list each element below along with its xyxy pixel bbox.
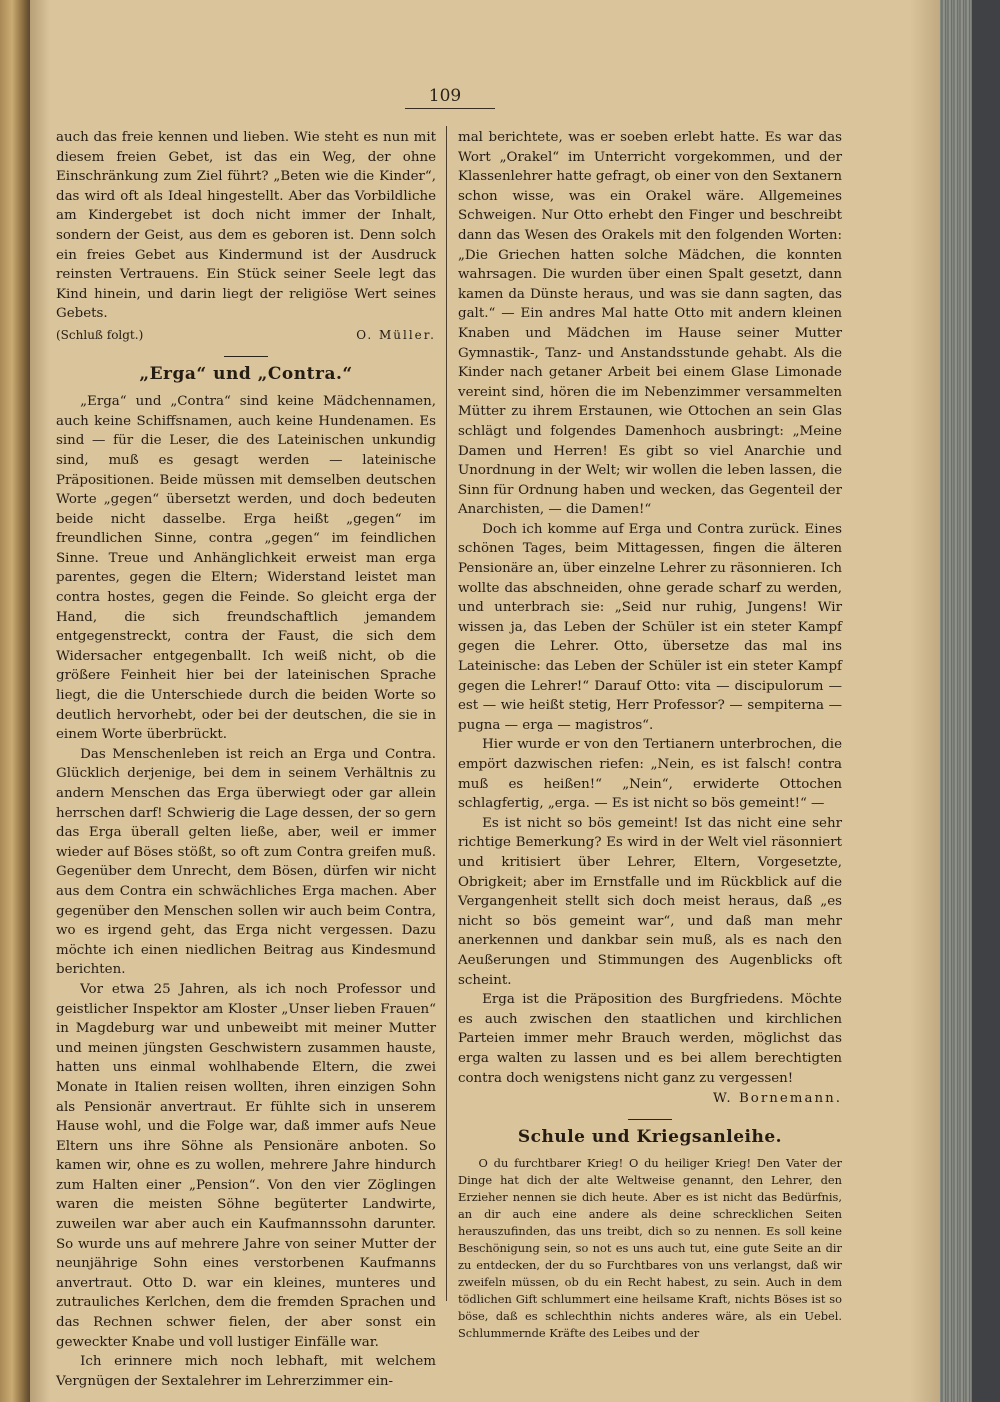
paragraph: Hier wurde er von den Tertianern unterbrochen, die empört dazwischen riefen: „Nein, es ist falsch! contra muß es heißen!“ „Nein“, erwiderte Ottochen schlagfertig, „erga. — Es ist nicht so bös gemeint!“ — bbox=[458, 737, 842, 812]
paragraph: Doch ich komme auf Erga und Contra zurück. Eines schönen Tages, beim Mittagessen, fingen die älteren Pensionäre an, über einzelne Lehrer zu räsonnieren. Ich wollte das abschneiden, ohne gerade scharf zu werden, und unterbrach sie: „Seid nur ruhig, Jungens! Wir wissen ja, das Leben der Schüler ist ein steter Kampf gegen die Lehrer. Otto, übersetze das mal ins Lateinische: das Leben der Schüler ist ein steter Kampf gegen die Lehrer!“ Darauf Otto: vita — discipulorum — est — wie heißt stetig, Herr Professor? — sempiterna — pugna — erga — magistros“. bbox=[458, 521, 842, 733]
article-heading: Schule und Kriegsanleihe. bbox=[517, 1126, 783, 1147]
paragraph: mal berichtete, was er soeben erlebt hatte. Es war das Wort „Orakel“ im Unterricht vorgekommen, und der Klassenlehrer hatte gefragt, ob einer von den Sextanern schon wisse, was ein Orakel wäre. Allgemeines Schweigen. Nur Otto erhebt den Finger und beschreibt dann das Wesen des Orakels mit den folgenden Worten: „Die Griechen hatten solche Mädchen, die konnten wahrsagen. Die wurden über einen Spalt gesetzt, dann kamen da Dünste heraus, und was sie dann sagten, das galt.“ — Ein andres Mal hatte Otto mit andern kleinen Knaben und Mädchen im Hause seiner Mutter Gymnastik-, Tanz- und Anstandsstunde gehabt. Als die Kinder nach getaner Arbeit bei einem Glase Limonade vereint sind, hören die im Nebenzimmer versammelten Mütter zu ihrem Erstaunen, wie Ottochen an sein Glas schlägt und folgendes Damenhoch ausbringt: „Meine Damen und Herren! Es gibt so viel Anarchie und Unordnung in der Welt; wir wollen die leben lassen, die Sinn für Ordnung haben und wecken, das Gegenteil der Anarchisten, — die Damen!“ bbox=[458, 130, 843, 518]
right-column bbox=[458, 128, 842, 1342]
paragraph: Ich erinnere mich noch lebhaft, mit welchem Vergnügen der Sextalehrer im Lehrerzimmer ein- bbox=[56, 1354, 436, 1389]
paragraph: Es ist nicht so bös gemeint! Ist das nicht eine sehr richtige Bemerkung? Es wird in der Welt viel räsonniert und kritisiert über Lehrer, Eltern, Vorgesetzte, Obrigkeit; aber im Ernstfalle und im Rückblick auf die Vergangenheit stellt sich doch meist heraus, daß „es nicht so bös gemeint war“, und daß man mehr anerkennen und dankbar sein muß, als es nach den Aeußerungen und Stimmungen des Augenblicks oft scheint. bbox=[458, 815, 842, 988]
paragraph: Vor etwa 25 Jahren, als ich noch Professor und geistlicher Inspektor am Kloster „Unser lieben Frauen“ in Magdeburg war und unbeweibt mit meiner Mutter und meinen jüngsten Geschwistern zusammen hauste, hatten uns einmal wohlhabende Eltern, die zwei Monate in Italien reisen wollten, ihren einzigen Sohn als Pensionär anvertraut. Er fühlte sich in unserem Hause wohl, und die Folge war, daß immer aufs Neue Eltern uns ihre Söhne als Pensionäre anboten. So kamen wir, ohne es zu wollen, mehrere Jahre hindurch zum Halten einer „Pension“. Von den vier Zöglingen waren die meisten Söhne begüterter Landwirte, zuweilen war aber auch ein Kaufmannssohn darunter. So wurde uns auf mehrere Jahre von seiner Mutter der neunjährige Sohn eines verstorbenen Kaufmanns anvertraut. Otto D. war ein kleines, munteres und zutrauliches Kerlchen, dem die fremden Sprachen und das Rechnen schwer fielen, der aber sonst ein geweckter Knabe und voll lustiger Einfälle war. bbox=[56, 981, 436, 1350]
signature-line bbox=[56, 326, 436, 346]
page-edges bbox=[940, 0, 1000, 1402]
book-binding bbox=[0, 0, 30, 1402]
paragraph: Das Menschenleben ist reich an Erga und Contra. Glücklich derjenige, bei dem in seinem Verhältnis zu andern Menschen das Erga überwiegt oder gar allein herrschen darf! Schwierig die Lage dessen, der so gern das Erga überall gelten ließe, aber, weil er immer wieder auf Böses stößt, so oft zum Contra greifen muß. Gegenüber dem Unrecht, dem Bösen, dürfen wir nicht aus dem Contra ein schwächliches Erga machen. Aber gegenüber den Menschen sollen wir auch beim Contra, wo es irgend geht, das Erga nicht vergessen. Dazu möchte ich einen niedlichen Beitrag aus Kindesmund berichten. bbox=[56, 746, 436, 978]
author-signature: O. Müller. bbox=[356, 327, 436, 342]
article-heading: „Erga“ und „Contra.“ bbox=[139, 363, 353, 384]
left-column bbox=[56, 128, 436, 1391]
page-number: 109 bbox=[428, 86, 462, 106]
paragraph: Erga ist die Präposition des Burgfriedens. Möchte es auch zwischen den staatlichen und kirchlichen Parteien immer mehr Brauch werden, möglichst das erga walten zu lassen und es bei allem berechtigten contra doch wenigstens nicht ganz zu vergessen! bbox=[458, 992, 842, 1086]
paragraph: O du furchtbarer Krieg! O du heiliger Krieg! Den Vater der Dinge hat dich der alte Weltweise genannt, den Lehrer, den Erzieher nennen sie dich heute. Aber es ist nicht das Bedürfnis, an dir auch eine andere als deine schrecklichen Seiten herauszufinden, das uns treibt, dich so zu nennen. Es soll keine Beschönigung sein, so not es uns auch tut, eine gute Seite an dir zu entdecken, der du so Furchtbares von uns verlangst, daß wir zweifeln müssen, ob du ein Recht habest, zu sein. Auch in dem tödlichen Gift schlummert eine heilsame Kraft, nichts Böses ist so böse, daß es schlechthin nichts anderes wäre, als ein Uebel. Schlummernde Kräfte des Leibes und der bbox=[458, 1156, 842, 1341]
paragraph: „Erga“ und „Contra“ sind keine Mädchennamen, auch keine Schiffsnamen, auch keine Hundenamen. Es sind — für die Leser, die des Lateinischen unkundig sind, muß es gesagt werden — lateinische Präpositionen. Beide müssen mit demselben deutschen Worte „gegen“ übersetzt werden, und doch bedeuten beide nicht dasselbe. Erga heißt „gegen“ im freundlichen Sinne, contra „gegen“ im feindlichen Sinne. Treue und Anhänglichkeit erweist man erga parentes, gegen die Eltern; Widerstand leistet man contra hostes, gegen die Feinde. So gleicht erga der Hand, die sich freundschaftlich jemandem entgegenstreckt, contra der Faust, die sich dem Widersacher entgegenballt. Ich weiß nicht, ob die größere Feinheit hier bei der lateinischen Sprache liegt, die die Unterschiede durch die beiden Worte so deutlich hervorhebt, oder bei der deutschen, die sie in einem Worte überbrückt. bbox=[56, 394, 436, 743]
page-number-rule bbox=[405, 108, 495, 109]
section-rule bbox=[224, 356, 268, 357]
paragraph: auch das freie kennen und lieben. Wie steht es nun mit diesem freien Gebet, ist das ein Weg, der ohne Einschränkung zum Ziel führt? „Beten wie die Kinder“, das wird oft als Ideal hingestellt. Aber das Vorbildliche am Kindergebet ist doch nicht immer der Inhalt, sondern der Geist, aus dem es geboren ist. Denn solch ein freies Gebet aus Kindermund ist der Ausdruck reinsten Vertrauens. Ein Stück seiner Seele legt das Kind hinein, und darin liegt der religiöse Wert seines Gebets. bbox=[56, 130, 436, 322]
small-print-article bbox=[458, 1155, 842, 1342]
continuation-note: (Schluß folgt.) bbox=[56, 327, 144, 342]
column-divider bbox=[446, 126, 447, 1301]
author-signature: W. Bornemann. bbox=[713, 1091, 842, 1107]
section-rule bbox=[628, 1119, 672, 1120]
